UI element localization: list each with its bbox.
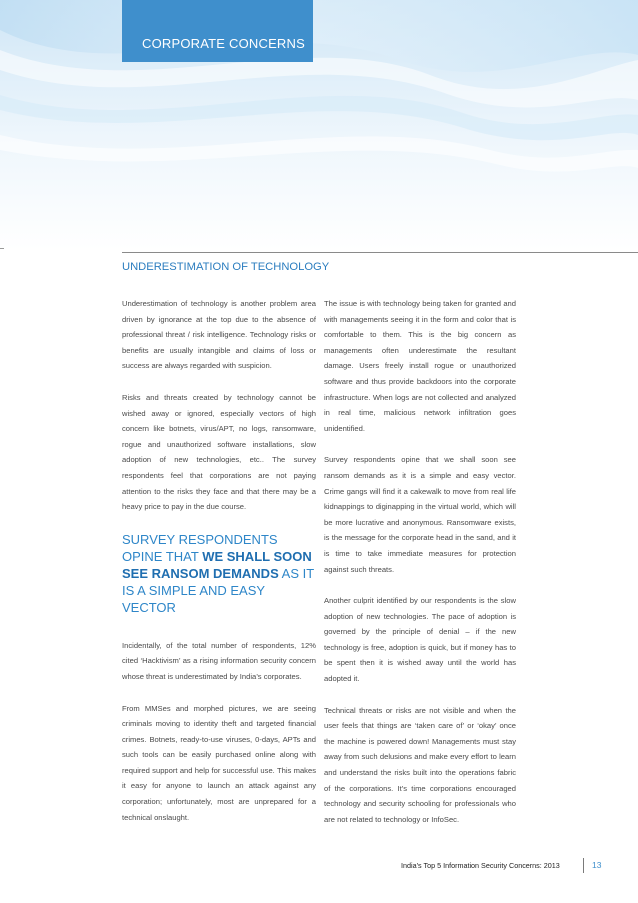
- body-paragraph: Another culprit identified by our respondents is the slow adoption of new technologies. The pace of adoption is governed by the principle of denial – if the new technology is free, adoption is quick, but if money has to be spent then it is wished away until the world has adopted it.: [324, 596, 516, 684]
- section-divider: [122, 252, 638, 253]
- footer-divider: [583, 858, 584, 873]
- section-tab: CORPORATE CONCERNS: [122, 0, 313, 62]
- footer-publication-title: India’s Top 5 Information Security Concerns: 2013: [401, 861, 560, 870]
- pull-quote-emphasis: WE SHALL SOON SEE RANSOM DEMANDS: [122, 548, 312, 581]
- body-paragraph: Risks and threats created by technology cannot be wished away or ignored, especially vectors of high concern like botnets, virus/APT, no logs, ransomware, rogue and unauthorized software installations, slow adoption of new technologies, etc.. The survey respondents feel that corporations are not paying attention to the risks they face and that there may be a heavy price to pay in the due course.: [122, 392, 316, 512]
- pull-quote: [122, 531, 316, 616]
- body-paragraph: Survey respondents opine that we shall soon see ransom demands as it is a simple and easy vector. Crime gangs will find it a cakewalk to move from real life kidnappings to diginapping in the virtual world, which will be more lucrative and anonymous. Ransomware exists, is the message for the corporate head in the sand, and it is time to take immediate measures for protection against such threats.: [324, 455, 516, 574]
- body-paragraph: The issue is with technology being taken for granted and with managements seeing it in the form and color that is comfortable to them. This is the big concern as managements often underestimate the resultant damage. Users freely install rogue or unauthorized software and thus provide backdoors into the corporate infrastructure. When logs are not collected and analyzed in real time, malicious network infiltration goes unidentified.: [324, 299, 516, 433]
- left-column: [122, 296, 316, 841]
- page-number: 13: [592, 860, 602, 870]
- body-paragraph: Technical threats or risks are not visible and when the user feels that things are ‘taken care of’ or ‘okay’ once the machine is powered down! Managements must stay away from such delusions and make every effort to learn and understand the risks built into the operations fabric of the corporations. It’s time corporations encouraged technology and security schooling for professionals who are not related to technology or InfoSec.: [324, 705, 516, 824]
- wave-background: [0, 0, 638, 250]
- body-paragraph: Underestimation of technology is another problem area driven by ignorance at the top due to the absence of professional threat / risk intelligence. Technology risks or benefits are usually intangible and claims of loss or success are always regarded with suspicion.: [122, 299, 316, 371]
- pull-quote-text: SURVEY RESPONDENTS OPINE THAT: [122, 531, 278, 564]
- pull-quote-text: AS IT IS A SIMPLE AND EASY VECTOR: [122, 565, 314, 615]
- section-heading: UNDERESTIMATION OF TECHNOLOGY: [122, 261, 330, 273]
- body-paragraph: From MMSes and morphed pictures, we are seeing criminals moving to identity theft and targeted financial crimes. Botnets, ready-to-use viruses, 0-days, APTs and such tools can be easily purchased online along with required support and help for successful use. This makes it easy for anyone to launch an attack against any corporation; unfortunately, most are unprepared for a technical onslaught.: [122, 703, 316, 822]
- edge-mark: [0, 248, 4, 249]
- right-column: [324, 296, 516, 843]
- body-paragraph: Incidentally, of the total number of respondents, 12% cited ‘Hacktivism’ as a rising information security concern whose threat is underestimated by India’s corporates.: [122, 640, 316, 681]
